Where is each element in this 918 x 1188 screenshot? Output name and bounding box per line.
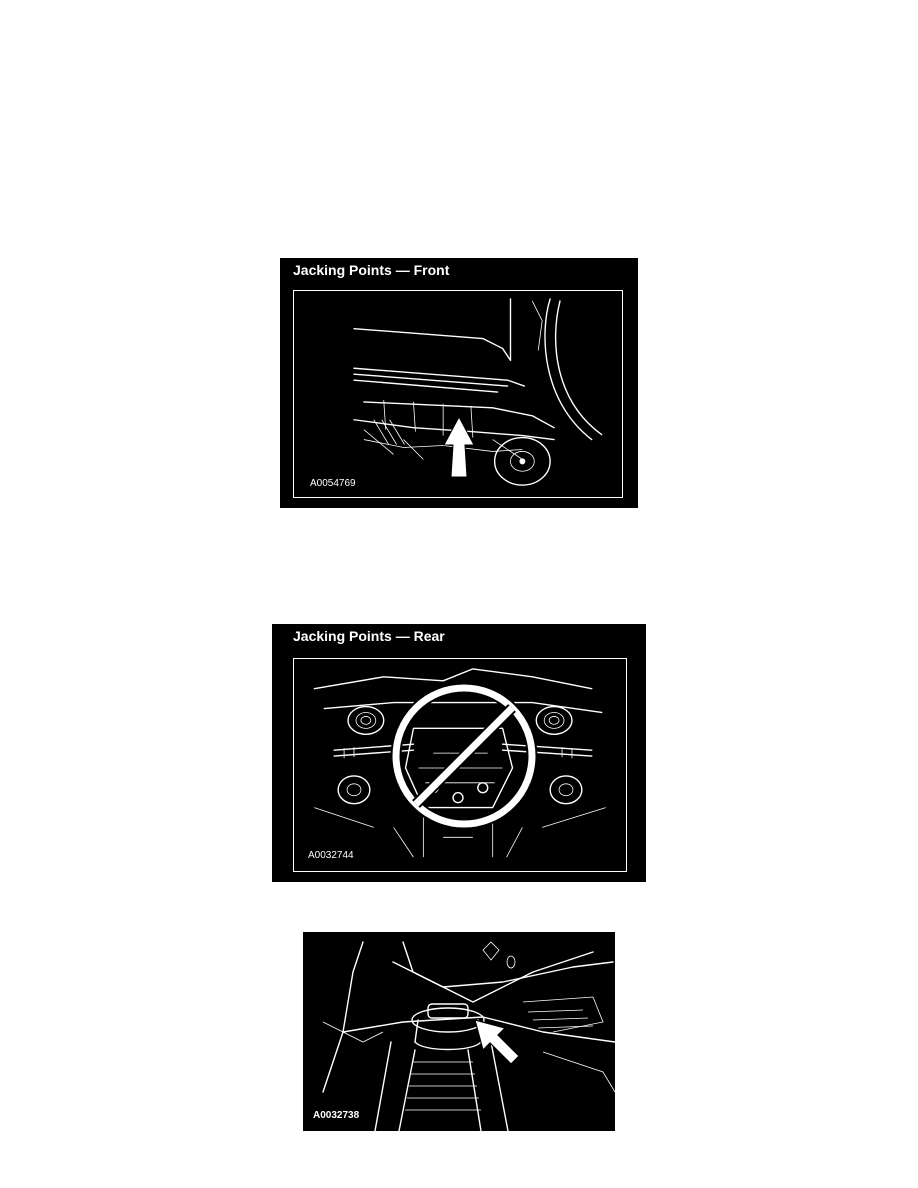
figure-frame — [293, 290, 623, 498]
figure-id-label: A0054769 — [310, 478, 356, 489]
figure-front-jacking-points — [280, 258, 638, 508]
no-symbol-icon — [389, 681, 539, 831]
diagonal-arrow-icon — [471, 1016, 523, 1068]
figure-rear-jacking-points — [272, 624, 646, 882]
lift-pad-illustration — [303, 932, 615, 1131]
figure-frame — [293, 658, 627, 872]
figure-lift-pad-detail — [303, 932, 615, 1131]
figure-title: Jacking Points — Rear — [293, 628, 445, 644]
figure-title: Jacking Points — Front — [293, 262, 450, 278]
up-arrow-icon — [442, 415, 476, 481]
figure-id-label: A0032744 — [308, 850, 354, 861]
figure-id-label: A0032738 — [313, 1110, 360, 1121]
